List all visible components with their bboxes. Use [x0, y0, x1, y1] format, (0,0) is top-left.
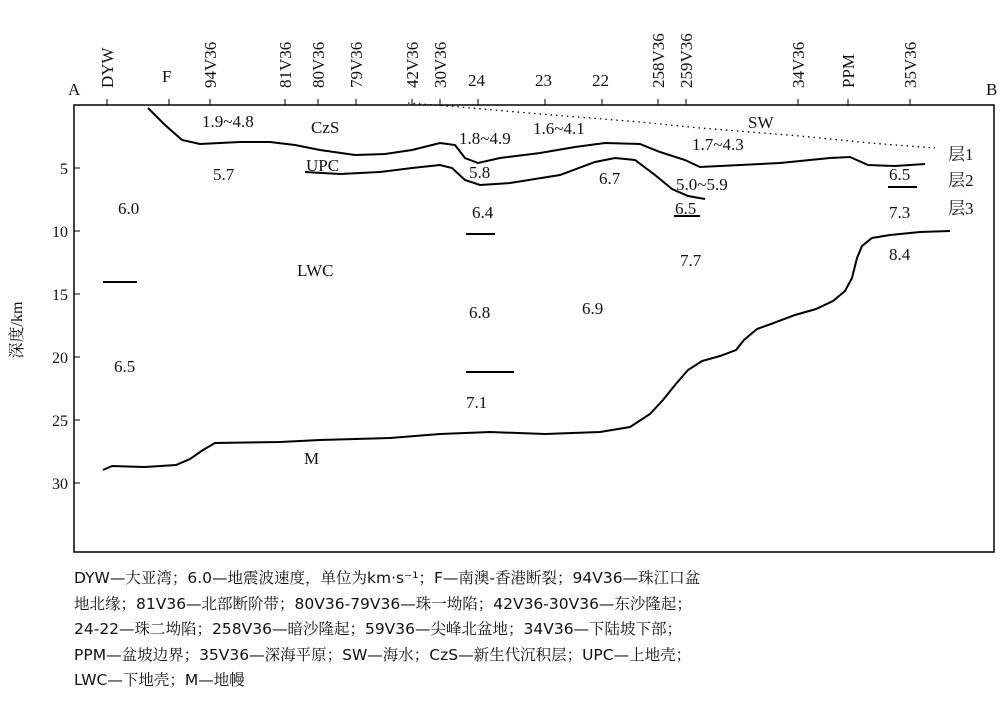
velocity-value: 8.4: [889, 245, 911, 264]
velocity-value: 7.3: [889, 203, 911, 222]
station-ticks: [107, 99, 910, 105]
y-tick-label: 5: [60, 161, 68, 178]
station-label-35v36: 35V36: [901, 41, 920, 88]
station-label-24: 24: [468, 71, 485, 90]
y-tick-label: 15: [52, 287, 68, 304]
y-tick-label: 25: [52, 413, 68, 430]
y-tick-label: 10: [52, 224, 68, 241]
layer-label-sw: SW: [748, 113, 774, 132]
velocity-value: 6.5: [114, 357, 136, 376]
velocity-value: 6.9: [582, 299, 604, 318]
y-tick-label: 30: [52, 476, 68, 493]
station-label-34v36: 34V36: [789, 41, 808, 88]
velocity-value: 1.6~4.1: [533, 119, 585, 138]
station-label-259v36: 259V36: [677, 33, 696, 88]
velocity-value: 6.5: [889, 165, 911, 184]
velocity-value: 5.0~5.9: [676, 175, 728, 194]
y-tick-label: 20: [52, 350, 68, 367]
station-label-258v36: 258V36: [649, 33, 668, 88]
velocity-value: 1.8~4.9: [459, 129, 511, 148]
plot-frame: [74, 105, 994, 552]
station-label-30v36: 30V36: [431, 41, 450, 88]
cenozoic-base-boundary: [305, 158, 705, 199]
station-label-80v36: 80V36: [309, 41, 328, 88]
velocity-value: 7.7: [680, 251, 702, 270]
station-label-79v36: 79V36: [347, 41, 366, 88]
y-axis-label: 深度/km: [9, 301, 26, 359]
layer-label-m: M: [304, 449, 320, 468]
velocity-value: 1.7~4.3: [692, 135, 744, 154]
legend-line: 地北缘；81V36—北部断阶带；80V36-79V36—珠一坳陷；42V36-30V36—东沙隆起；: [74, 594, 692, 613]
legend-line: 24-22—珠二坳陷；258V36—暗沙隆起；59V36—尖峰北盆地；34V36—下陆坡下部；: [74, 620, 683, 638]
velocity-value: 6.4: [472, 203, 494, 222]
station-label-22: 22: [592, 71, 609, 90]
velocity-value: 6.0: [118, 199, 140, 218]
velocity-value: 5.7: [213, 165, 235, 184]
legend-line: PPM—盆坡边界；35V36—深海平原；SW—海水；CzS—新生代沉积层；UPC—上地壳；: [74, 645, 692, 664]
velocity-value: 1.9~4.8: [202, 112, 254, 131]
y-ticks: [52, 161, 80, 493]
layer-label-upc: UPC: [306, 156, 340, 175]
station-label-f: F: [162, 67, 172, 86]
station-label-ppm: PPM: [839, 53, 858, 88]
station-label-dyw: DYW: [98, 47, 117, 88]
moho-boundary: [103, 231, 950, 470]
velocity-value: 6.7: [599, 169, 621, 188]
profile-start-label: A: [68, 80, 81, 99]
velocity-value: 6.8: [469, 303, 491, 322]
layer-label-lwc: LWC: [297, 261, 334, 280]
layer-ref-3: 层3: [948, 199, 974, 218]
legend-line: LWC—下地壳；M—地幔: [74, 671, 245, 689]
velocity-value: 6.5: [675, 199, 697, 218]
layer-ref-1: 层1: [948, 145, 974, 164]
station-label-81v36: 81V36: [276, 41, 295, 88]
profile-end-label: B: [986, 80, 998, 99]
figure-legend: [74, 566, 994, 694]
velocity-value: 7.1: [466, 393, 488, 412]
legend-line: DYW—大亚湾；6.0—地震波速度，单位为km·s⁻¹；F—南澳-香港断裂；94V36—珠江口盆: [74, 569, 701, 587]
layer-ref-2: 层2: [948, 171, 974, 190]
velocity-value: 5.8: [469, 163, 491, 182]
station-label-23: 23: [535, 71, 552, 90]
layer-label-czs: CzS: [311, 118, 340, 137]
station-label-94v36: 94V36: [201, 41, 220, 88]
station-label-42v36: 42V36: [403, 41, 422, 88]
